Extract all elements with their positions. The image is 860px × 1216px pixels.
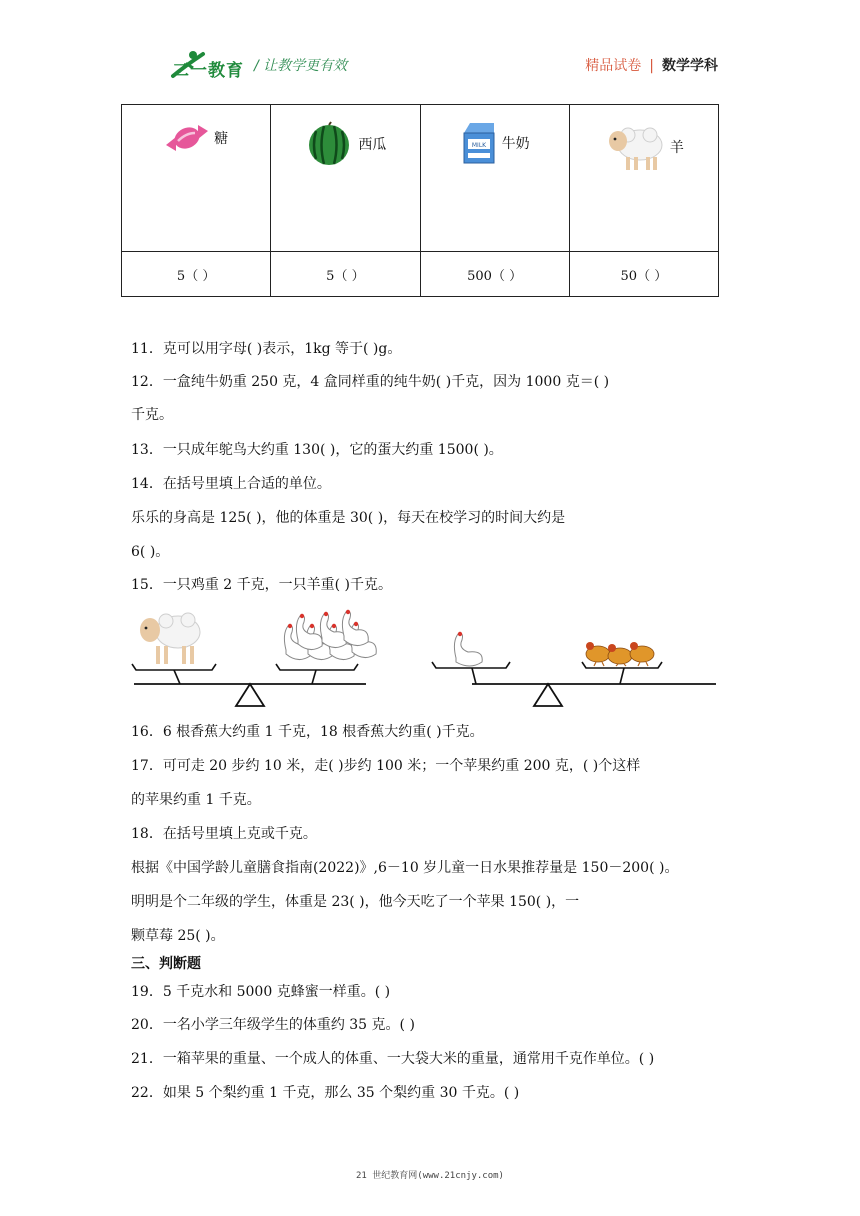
question-12-line1: 12．一盒纯牛奶重 250 克，4 盒同样重的纯牛奶( )千克，因为 1000 克＝( ) <box>131 374 610 390</box>
items-table <box>121 104 719 297</box>
watermelon-icon <box>304 121 354 167</box>
question-21: 21．一箱苹果的重量、一个成人的体重、一大袋大米的重量，通常用千克作单位。( ) <box>131 1051 655 1067</box>
question-20: 20．一名小学三年级学生的体重约 35 克。( ) <box>131 1017 415 1033</box>
section-3-heading: 三、判断题 <box>131 956 201 972</box>
question-17-line2: 的苹果约重 1 千克。 <box>131 792 261 808</box>
goose-icon <box>454 632 482 666</box>
svg-text:MILK: MILK <box>471 142 486 149</box>
question-18-line2: 明明是个二年级的学生，体重是 23( )，他今天吃了一个苹果 150( )，一 <box>131 894 580 910</box>
question-14-line2: 6( )。 <box>131 544 170 560</box>
question-22: 22．如果 5 个梨约重 1 千克，那么 35 个梨约重 30 千克。( ) <box>131 1085 520 1101</box>
question-18-line3: 颗草莓 25( )。 <box>131 928 225 944</box>
table-cell-watermelon <box>271 105 420 252</box>
scale-right <box>432 632 716 706</box>
question-16: 16．6 根香蕉大约重 1 千克，18 根香蕉大约重( )千克。 <box>131 724 484 740</box>
balance-scales-illustration <box>126 604 736 710</box>
header-separator: | <box>649 58 654 74</box>
value-cell-candy: 5（ ） <box>122 252 271 297</box>
question-18-line1: 根据《中国学龄儿童膳食指南(2022)》,6－10 岁儿童一日水果推荐量是 150－200( )。 <box>131 860 679 876</box>
item-label-sheep: 羊 <box>669 140 684 156</box>
item-label-milk: 牛奶 <box>501 136 530 152</box>
header-right <box>585 55 718 75</box>
question-11: 11．克可以用字母( )表示，1kg 等于( )g。 <box>131 341 402 357</box>
milk-carton-icon <box>460 121 498 165</box>
question-17-line1: 17．可可走 20 步约 10 米，走( )步约 100 米；一个苹果约重 200 克，( )个这样 <box>131 758 641 774</box>
question-14-line1: 乐乐的身高是 125( )，他的体重是 30( )，每天在校学习的时间大约是 <box>131 510 566 526</box>
value-cell-watermelon: 5（ ） <box>271 252 420 297</box>
question-18: 18．在括号里填上克或千克。 <box>131 826 317 842</box>
header-label-premium: 精品试卷 <box>585 58 642 74</box>
item-label-watermelon: 西瓜 <box>358 137 387 153</box>
sheep-icon <box>140 613 200 664</box>
table-cell-sheep <box>569 105 718 252</box>
item-label-candy: 糖 <box>214 131 229 147</box>
question-15: 15．一只鸡重 2 千克，一只羊重( )千克。 <box>131 577 392 593</box>
question-14: 14．在括号里填上合适的单位。 <box>131 476 331 492</box>
slogan: / 让教学更有效 <box>254 58 348 74</box>
header-label-subject: 数学学科 <box>662 58 718 74</box>
page-footer: 21 世纪教育网(www.21cnjy.com) <box>356 1171 504 1181</box>
candy-icon <box>164 121 210 155</box>
scale-left <box>132 610 376 706</box>
chickens-group-icon <box>586 642 654 666</box>
question-12-line2: 千克。 <box>131 407 173 423</box>
table-cell-candy <box>122 105 271 252</box>
question-19: 19．5 千克水和 5000 克蜂蜜一样重。( ) <box>131 984 391 1000</box>
value-cell-milk: 500（ ） <box>420 252 569 297</box>
value-cell-sheep: 50（ ） <box>569 252 718 297</box>
page-header <box>0 0 860 100</box>
logo-text: 二一教育 <box>172 61 244 81</box>
sheep-icon <box>604 121 666 173</box>
table-cell-milk <box>420 105 569 252</box>
question-13: 13．一只成年鸵鸟大约重 130( )，它的蛋大约重 1500( )。 <box>131 442 503 458</box>
geese-group-icon <box>284 610 376 660</box>
